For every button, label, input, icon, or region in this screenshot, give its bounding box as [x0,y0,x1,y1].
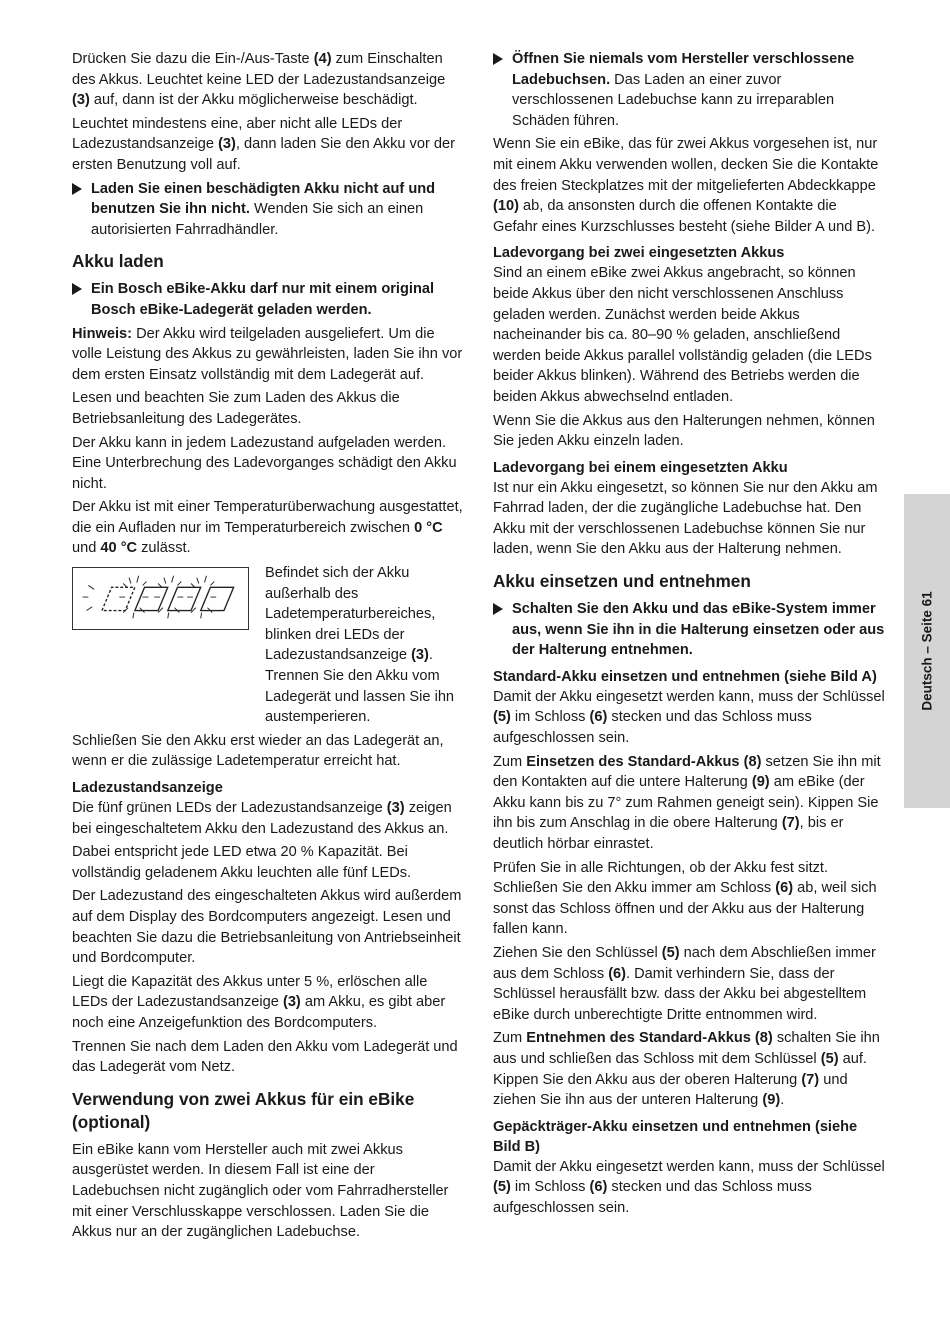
bullet-arrow-icon [72,183,82,195]
paragraph: Ist nur ein Akku eingesetzt, so können Sie nur den Akku am Fahrrad laden, der die zugängliche Ladebuchse hat. Den Akku mit der verschlossenen Ladebuchse können Sie nur laden, wenn Sie den Akku aus der Halterung nehmen. [493,479,878,558]
page-label: Deutsch – Seite 61 [919,591,935,711]
language-page-tab [904,494,950,808]
bullet-arrow-icon [493,603,503,615]
paragraph: Ziehen Sie den Schlüssel (5) nach dem Abschließen immer aus dem Schloss (6). Damit verhindern Sie, dass der Schlüssel herausfällt bzw. dass der Akku bei abgestelltem eBike durch unberechtigte Dritte entnommen wird. [493,944,876,1023]
left-column [72,49,464,1246]
section-heading: Akku einsetzen und entnehmen [493,571,751,592]
bullet-arrow-icon [72,283,82,295]
subsection-heading: Gepäckträger-Akku einsetzen und entnehmen (siehe Bild B) [493,1118,858,1155]
led-figure-row [72,563,464,728]
bullet-arrow-icon [493,53,503,65]
subsection-heading: Ladezustandsanzeige [72,780,223,796]
warning-bullet: Öffnen Sie niemals vom Hersteller verschlossene Ladebuchsen. Das Laden an einer zuvor verschlossenen Ladebuchse kann zu irreparablen Schäden führen. [493,49,885,131]
warning-bullet: Ein Bosch eBike-Akku darf nur mit einem original Bosch eBike-Ladegerät geladen werden. [72,279,464,320]
section-heading: Verwendung von zwei Akkus für ein eBike (optional) [72,1088,415,1132]
subsection-heading: Ladevorgang bei einem eingesetzten Akku [493,459,788,476]
subsection-heading: Standard-Akku einsetzen und entnehmen (siehe Bild A) [493,668,877,685]
paragraph: Ein eBike kann vom Hersteller auch mit zwei Akkus ausgerüstet werden. In diesem Fall ist eine der Ladebuchsen nicht zugänglich oder vom Fahrradhersteller mit einer Verschlusskappe verschlossen. Laden Sie die Akkus nur an der zugänglichen Ladebuchse. [72,1141,449,1241]
paragraph: Hinweis: Der Akku wird teilgeladen ausgeliefert. Um die volle Leistung des Akkus zu gewährleisten, laden Sie ihn vor dem ersten Einsatz vollständig mit dem Ladegerät auf. [72,325,463,383]
paragraph: Schließen Sie den Akku erst wieder an das Ladegerät an, wenn er die zulässige Ladetemperatur erreicht hat. [72,732,444,770]
section-heading: Akku laden [72,251,164,272]
subsection-heading: Ladevorgang bei zwei eingesetzten Akkus [493,245,785,262]
right-column [493,49,885,1222]
paragraph: Damit der Akku eingesetzt werden kann, muss der Schlüssel (5) im Schloss (6) stecken und das Schloss muss aufgeschlossen sein. [493,1158,885,1216]
paragraph: Sind an einem eBike zwei Akkus angebracht, so können beide Akkus über den nicht verschlossenen Anschluss geladen werden. Zunächst werden beide Akkus nacheinander bis ca. 80–90 % geladen, anschließend werden beide Akkus parallel vollständig geladen (die LEDs beider Akkus blinken). Während des Betriebs werden die beiden Akkus abwechselnd entladen. [493,265,872,405]
paragraph: Wenn Sie ein eBike, das für zwei Akkus vorgesehen ist, nur mit einem Akku verwenden wollen, decken Sie die Kontakte des freien Steckplatzes mit der mitgelieferten Abdeckkappe (10) ab, da ansonsten durch die offenen Kontakte die Gefahr eines Kurzschlusses besteht (siehe Bilder A und B). [493,136,879,235]
paragraph: Wenn Sie die Akkus aus den Halterungen nehmen, können Sie jeden Akku einzeln laden. [493,412,875,450]
paragraph: Drücken Sie dazu die Ein-/Aus-Taste (4) zum Einschalten des Akkus. Leuchtet keine LED der Ladezustandsanzeige (3) auf, dann ist der Akku möglicherweise beschädigt. [72,51,446,109]
paragraph: Die fünf grünen LEDs der Ladezustandsanzeige (3) zeigen bei eingeschaltetem Akku den Ladezustand des Akkus an. [72,800,452,837]
paragraph: Damit der Akku eingesetzt werden kann, muss der Schlüssel (5) im Schloss (6) stecken und das Schloss muss aufgeschlossen sein. [493,688,885,747]
paragraph: Der Akku kann in jedem Ladezustand aufgeladen werden. Eine Unterbrechung des Ladevorganges schädigt den Akku nicht. [72,434,457,492]
paragraph: Dabei entspricht jede LED etwa 20 % Kapazität. Bei vollständig geladenem Akku leuchten alle fünf LEDs. [72,844,412,881]
paragraph: Zum Entnehmen des Standard-Akkus (8) schalten Sie ihn aus und schließen das Schloss mit dem Schlüssel (5) auf. Kippen Sie den Akku aus der oberen Halterung (7) und ziehen Sie ihn aus der unteren Halterung (9). [493,1030,880,1109]
paragraph: Lesen und beachten Sie zum Laden des Akkus die Betriebsanleitung des Ladegerätes. [72,390,400,427]
blinking-leds-figure [72,567,249,630]
paragraph: Trennen Sie nach dem Laden den Akku vom Ladegerät und das Ladegerät vom Netz. [72,1038,458,1076]
paragraph: Liegt die Kapazität des Akkus unter 5 %, erlöschen alle LEDs der Ladezustandsanzeige (3) am Akku, es gibt aber noch eine Anzeigefunktion des Bordcomputers. [72,973,446,1031]
warning-bullet: Schalten Sie den Akku und das eBike-System immer aus, wenn Sie ihn in die Halterung einsetzen oder aus der Halterung entnehmen. [493,599,885,661]
paragraph: Der Ladezustand des eingeschalteten Akkus wird außerdem auf dem Display des Bordcomputers angezeigt. Lesen und beachten Sie dazu die Betriebsanleitung von Antriebseinheit und Bordcomputer. [72,888,462,967]
blinking-leds-icon [73,568,248,629]
paragraph: Prüfen Sie in alle Richtungen, ob der Akku fest sitzt. Schließen Sie den Akku immer am Schloss (6) ab, weil sich sonst das Schloss öffnen und der Akku aus der Halterung fallen kann. [493,859,877,938]
figure-caption: Befindet sich der Akku außerhalb des Ladetemperaturbereiches, blinken drei LEDs der Ladezustandsanzeige (3). Trennen Sie den Akku vom Ladegerät und lassen Sie ihn austemperieren. [265,565,455,726]
warning-bullet: Laden Sie einen beschädigten Akku nicht auf und benutzen Sie ihn nicht. Wenden Sie sich an einen autorisierten Fahrradhändler. [72,179,464,241]
paragraph: Leuchtet mindestens eine, aber nicht alle LEDs der Ladezustandsanzeige (3), dann laden Sie den Akku vor der ersten Benutzung voll auf. [72,115,455,173]
paragraph: Zum Einsetzen des Standard-Akkus (8) setzen Sie ihn mit den Kontakten auf die untere Halterung (9) am eBike (der Akku kann bis zu 7° zum Rahmen geneigt sein). Kippen Sie ihn bis zum Anschlag in die obere Halterung (7), bis er deutlich hörbar einrastet. [493,753,881,852]
paragraph: Der Akku ist mit einer Temperaturüberwachung ausgestattet, die ein Aufladen nur im Temperaturbereich zwischen 0 °C und 40 °C zulässt. [72,499,463,557]
